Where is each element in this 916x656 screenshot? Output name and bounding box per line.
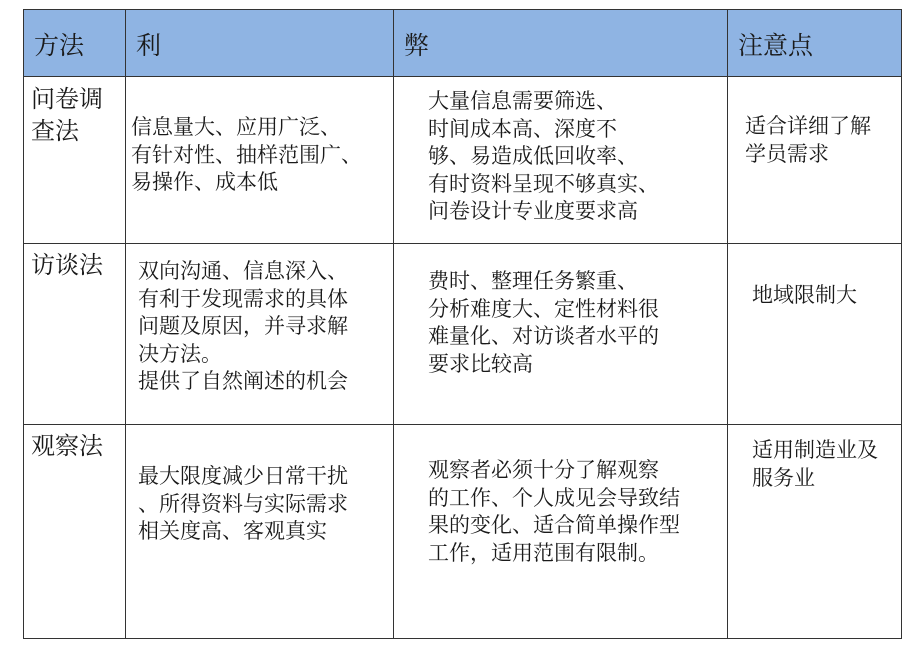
notes-cell: 地域限制大	[728, 244, 902, 425]
method-cell: 观察法	[24, 425, 126, 639]
table-row	[24, 244, 902, 425]
header-notes: 注意点	[728, 10, 902, 77]
comparison-table	[23, 9, 902, 639]
header-pros: 利	[126, 10, 394, 77]
table-row	[24, 77, 902, 244]
notes-cell: 适合详细了解 学员需求	[728, 77, 902, 244]
pros-cell: 最大限度减少日常干扰 、所得资料与实际需求 相关度高、客观真实	[126, 425, 394, 639]
cons-cell: 费时、整理任务繁重、 分析难度大、定性材料很 难量化、对访谈者水平的 要求比较高	[394, 244, 728, 425]
header-row	[24, 10, 902, 77]
pros-cell: 双向沟通、信息深入、 有利于发现需求的具体 问题及原因，并寻求解 决方法。 提供了自然阐述的机会	[126, 244, 394, 425]
notes-cell: 适用制造业及 服务业	[728, 425, 902, 639]
header-cons: 弊	[394, 10, 728, 77]
method-cell: 问卷调 查法	[24, 77, 126, 244]
method-cell: 访谈法	[24, 244, 126, 425]
table-row	[24, 425, 902, 639]
cons-cell: 大量信息需要筛选、 时间成本高、深度不 够、易造成低回收率、 有时资料呈现不够真实、 问卷设计专业度要求高	[394, 77, 728, 244]
pros-cell: 信息量大、应用广泛、 有针对性、抽样范围广、 易操作、成本低	[126, 77, 394, 244]
header-method: 方法	[24, 10, 126, 77]
cons-cell: 观察者必须十分了解观察 的工作、个人成见会导致结 果的变化、适合简单操作型 工作，适用范围有限制。	[394, 425, 728, 639]
